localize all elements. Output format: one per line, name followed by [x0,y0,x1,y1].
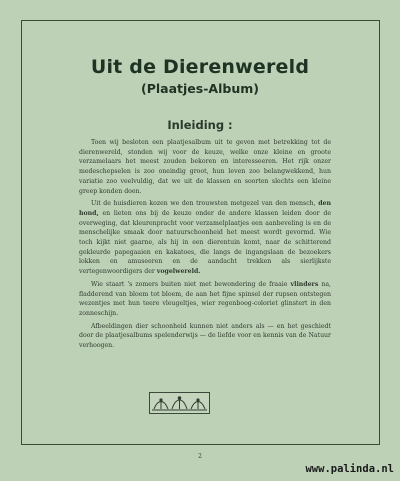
watermark: www.palinda.nl [305,463,394,475]
paragraph-3 [79,280,331,319]
paragraph-1: Toen wij besloten een plaatjesalbum uit te geven met betrekking tot de dierenwereld, stonden wij voor de keuze, welke onze kleine en groote verzamelaars het meest zouden bekoren en interesseeren. Het rijk onzer medeschepselen is zoo oneindig groot, hun leven zoo belangwekkend, hun variatie zoo veelvuldig, dat we uit de klassen en soorten slechts een kleine greep konden doen. [79,139,331,195]
page-title: Uit de Dierenwereld [90,56,310,78]
section-heading: Inleiding : [167,118,233,132]
highlight-dog: den hond, [79,200,331,217]
leaf-ornament-icon [149,392,210,414]
highlight-butterflies: vlinders [290,280,319,288]
paragraph-2-part-1: Uit de huisdieren kozen we den trouwsten metgezel van den mensch, [91,200,316,208]
leaf-ornament-graphic [150,393,209,413]
paragraph-3-part-2: na, fladderend van bloem tot bloem, de aan het fijne spinsel der rupsen ontstegen wezentjes met hun teere vleugeltjes, wier regenboog-coloriet glinstert in den zonneschijn. [79,280,332,317]
highlight-birds: vogelwereld. [156,268,201,276]
introduction-text [79,138,331,354]
paragraph-2-part-2: en lieten ons bij de keuze onder de andere klassen leiden door de overweging, dat kleurenpracht voor verzamelplaatjes een aanbeveling is en de menschelijke smaak door natuurschoonheid het meest wordt gevormd. Wie toch kijkt niet gaarne, als hij in een dierentuin komt, naar de schitterend gekleurde papegaaien en kakatoes, die langs de ingangslaan de bezoekers lokken en amuseeren en de aandacht trekken als sierlijkste vertegenwoordigers der [79,209,332,276]
page-number: 2 [198,453,202,460]
paragraph-2 [79,199,331,277]
paragraph-3-part-1: Wie staart 's zomers buiten niet met bewondering de fraaie [91,280,288,288]
page-subtitle: (Plaatjes-Album) [141,81,259,96]
paragraph-4: Afbeeldingen dier schoonheid kunnen niet anders als — en het geschiedt door de plaatjesalbums spelenderwijs — de liefde voor en kennis van de Natuur verhoogen. [79,322,331,350]
